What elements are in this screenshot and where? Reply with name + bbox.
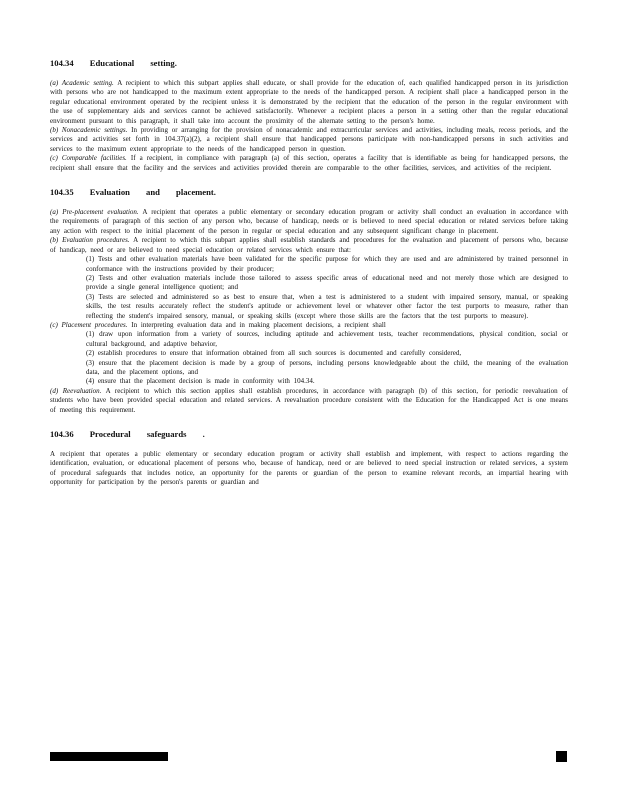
subsection-title: (c) Placement procedures.: [50, 320, 128, 329]
paragraph-d: [50, 387, 568, 415]
paragraph-c: [50, 154, 568, 173]
paragraph-text: In providing or arranging for the provision of nonacademic and extracurricular services and activities, including meals, recess periods, and the services and activities set forth in 104.37(a)(2), a recipient shall ensure that handicapped persons participate with non-handicapped persons in such activities and services to the maximum extent appropriate to the needs of the handicapped person in question.: [50, 126, 568, 153]
section-104-35: [50, 187, 568, 415]
subsection-title: (c) Comparable facilities.: [50, 154, 127, 163]
list-item: (2) Tests and other evaluation materials include those tailored to assess specific areas of educational need and not merely those which are designed to provide a single general intelligence quotient; and: [86, 273, 568, 292]
footer-redaction-bar: [50, 752, 168, 761]
list-item: (3) ensure that the placement decision is made by a group of persons, including persons knowledgeable about the child, the meaning of the evaluation data, and the placement options, and: [86, 358, 568, 376]
document-body: [50, 58, 568, 494]
paragraph-text: A recipient that operates a public elementary or secondary education program or activity shall establish and implement, with respect to actions regarding the identification, evaluation, or educational placement of persons who, because of handicap, need or are believed to need special instruction or related services, a system of procedural safeguards that includes notice, an opportunity for the parents or guardian of the person to examine relevant records, an impartial hearing with opportunity for participation by the person's parents or guardian and: [50, 450, 568, 487]
paragraph-a: [50, 79, 568, 126]
paragraph-text: A recipient to which this section applies shall establish procedures, in accordance with paragraph (b) of this section, for periodic reevaluation of students who have been provided special education and related services. A reevaluation procedure consistent with the Education for the Handicapped Act is one means of meeting this requirement.: [50, 386, 569, 414]
section-heading: 104.34 Educational setting.: [50, 58, 177, 68]
subsection-title: (b) Nonacademic settings.: [50, 126, 128, 135]
footer-page-marker: [556, 751, 567, 762]
list-item: (2) establish procedures to ensure that information obtained from all such sources is documented and carefully considered,: [86, 349, 462, 358]
paragraph-text: If a recipient, in compliance with paragraph (a) of this section, operates a facility that is identifiable as being for handicapped persons, the recipient shall ensure that the facility and the services and activities provided therein are comparable to the other facilities, services, and activities of the recipient.: [50, 154, 568, 172]
paragraph-text: A recipient to which this subpart applies shall educate, or shall provide for the education of, each qualified handicapped person in its jurisdiction with persons who are not handicapped to the maximum extent appropriate to the needs of the handicapped person. A recipient shall place a handicapped person in the regular educational environment operated by the recipient unless it is demonstrated by the recipient that the education of the person in the regular environment with the use of supplementary aids and services cannot be achieved satisfactorily. Whenever a recipient places a person in a setting other than the regular educational environment pursuant to this paragraph, it shall take into account the proximity of the alternate setting to the person's home.: [50, 79, 568, 125]
section-104-34: [50, 58, 568, 173]
paragraph-text: A recipient that operates a public elementary or secondary education program or activity shall conduct an evaluation in accordance with the requirements of paragraph of this section of any person who, because of handicap, needs or is believed to need special education or related services before taking any action with respect to the initial placement of the person in regular or special education and any subsequent significant change in placement.: [50, 208, 568, 235]
subsection-title: (a) Pre-placement evaluation.: [50, 208, 139, 217]
paragraph-text: In interpreting evaluation data and in making placement decisions, a recipient shall: [127, 320, 386, 329]
list-item: (1) Tests and other evaluation materials have been validated for the specific purpose for which they are used and are administered by trained personnel in conformance with the instructions provided by their producer;: [86, 255, 568, 273]
list-item: (4) ensure that the placement decision is made in conformity with 104.34.: [86, 377, 315, 386]
section-heading: 104.35 Evaluation and placement.: [50, 187, 216, 198]
paragraph-c: [50, 321, 568, 330]
list-item: (3) Tests are selected and administered so as best to ensure that, when a test is administered to a student with impaired sensory, manual, or speaking skills, the test results accurately reflect the student's aptitude or achievement level or whatever other factor the test purports to measure, rather than reflecting the student's impaired sensory, manual, or speaking skills (except where those skills are the factors that the test purports to measure).: [86, 292, 568, 320]
paragraph-b: [50, 236, 568, 255]
paragraph-b: [50, 126, 568, 154]
paragraph-text: A recipient to which this subpart applies shall establish standards and procedures for the evaluation and placement of persons who, because of handicap, need or are believed to need special education or related services which ensure that:: [50, 236, 568, 254]
paragraph-a: [50, 208, 568, 236]
section-104-36: [50, 429, 568, 488]
section-heading: 104.36 Procedural safeguards .: [50, 429, 205, 439]
subsection-title: (a) Academic setting.: [50, 79, 114, 87]
list-item: (1) draw upon information from a variety of sources, including aptitude and achievement tests, teacher recommendations, physical condition, social or cultural background, and adaptive behavior,: [86, 330, 568, 348]
subsection-title: (b) Evaluation procedures.: [50, 236, 130, 245]
subsection-title: (d) Reevaluation.: [50, 386, 102, 395]
